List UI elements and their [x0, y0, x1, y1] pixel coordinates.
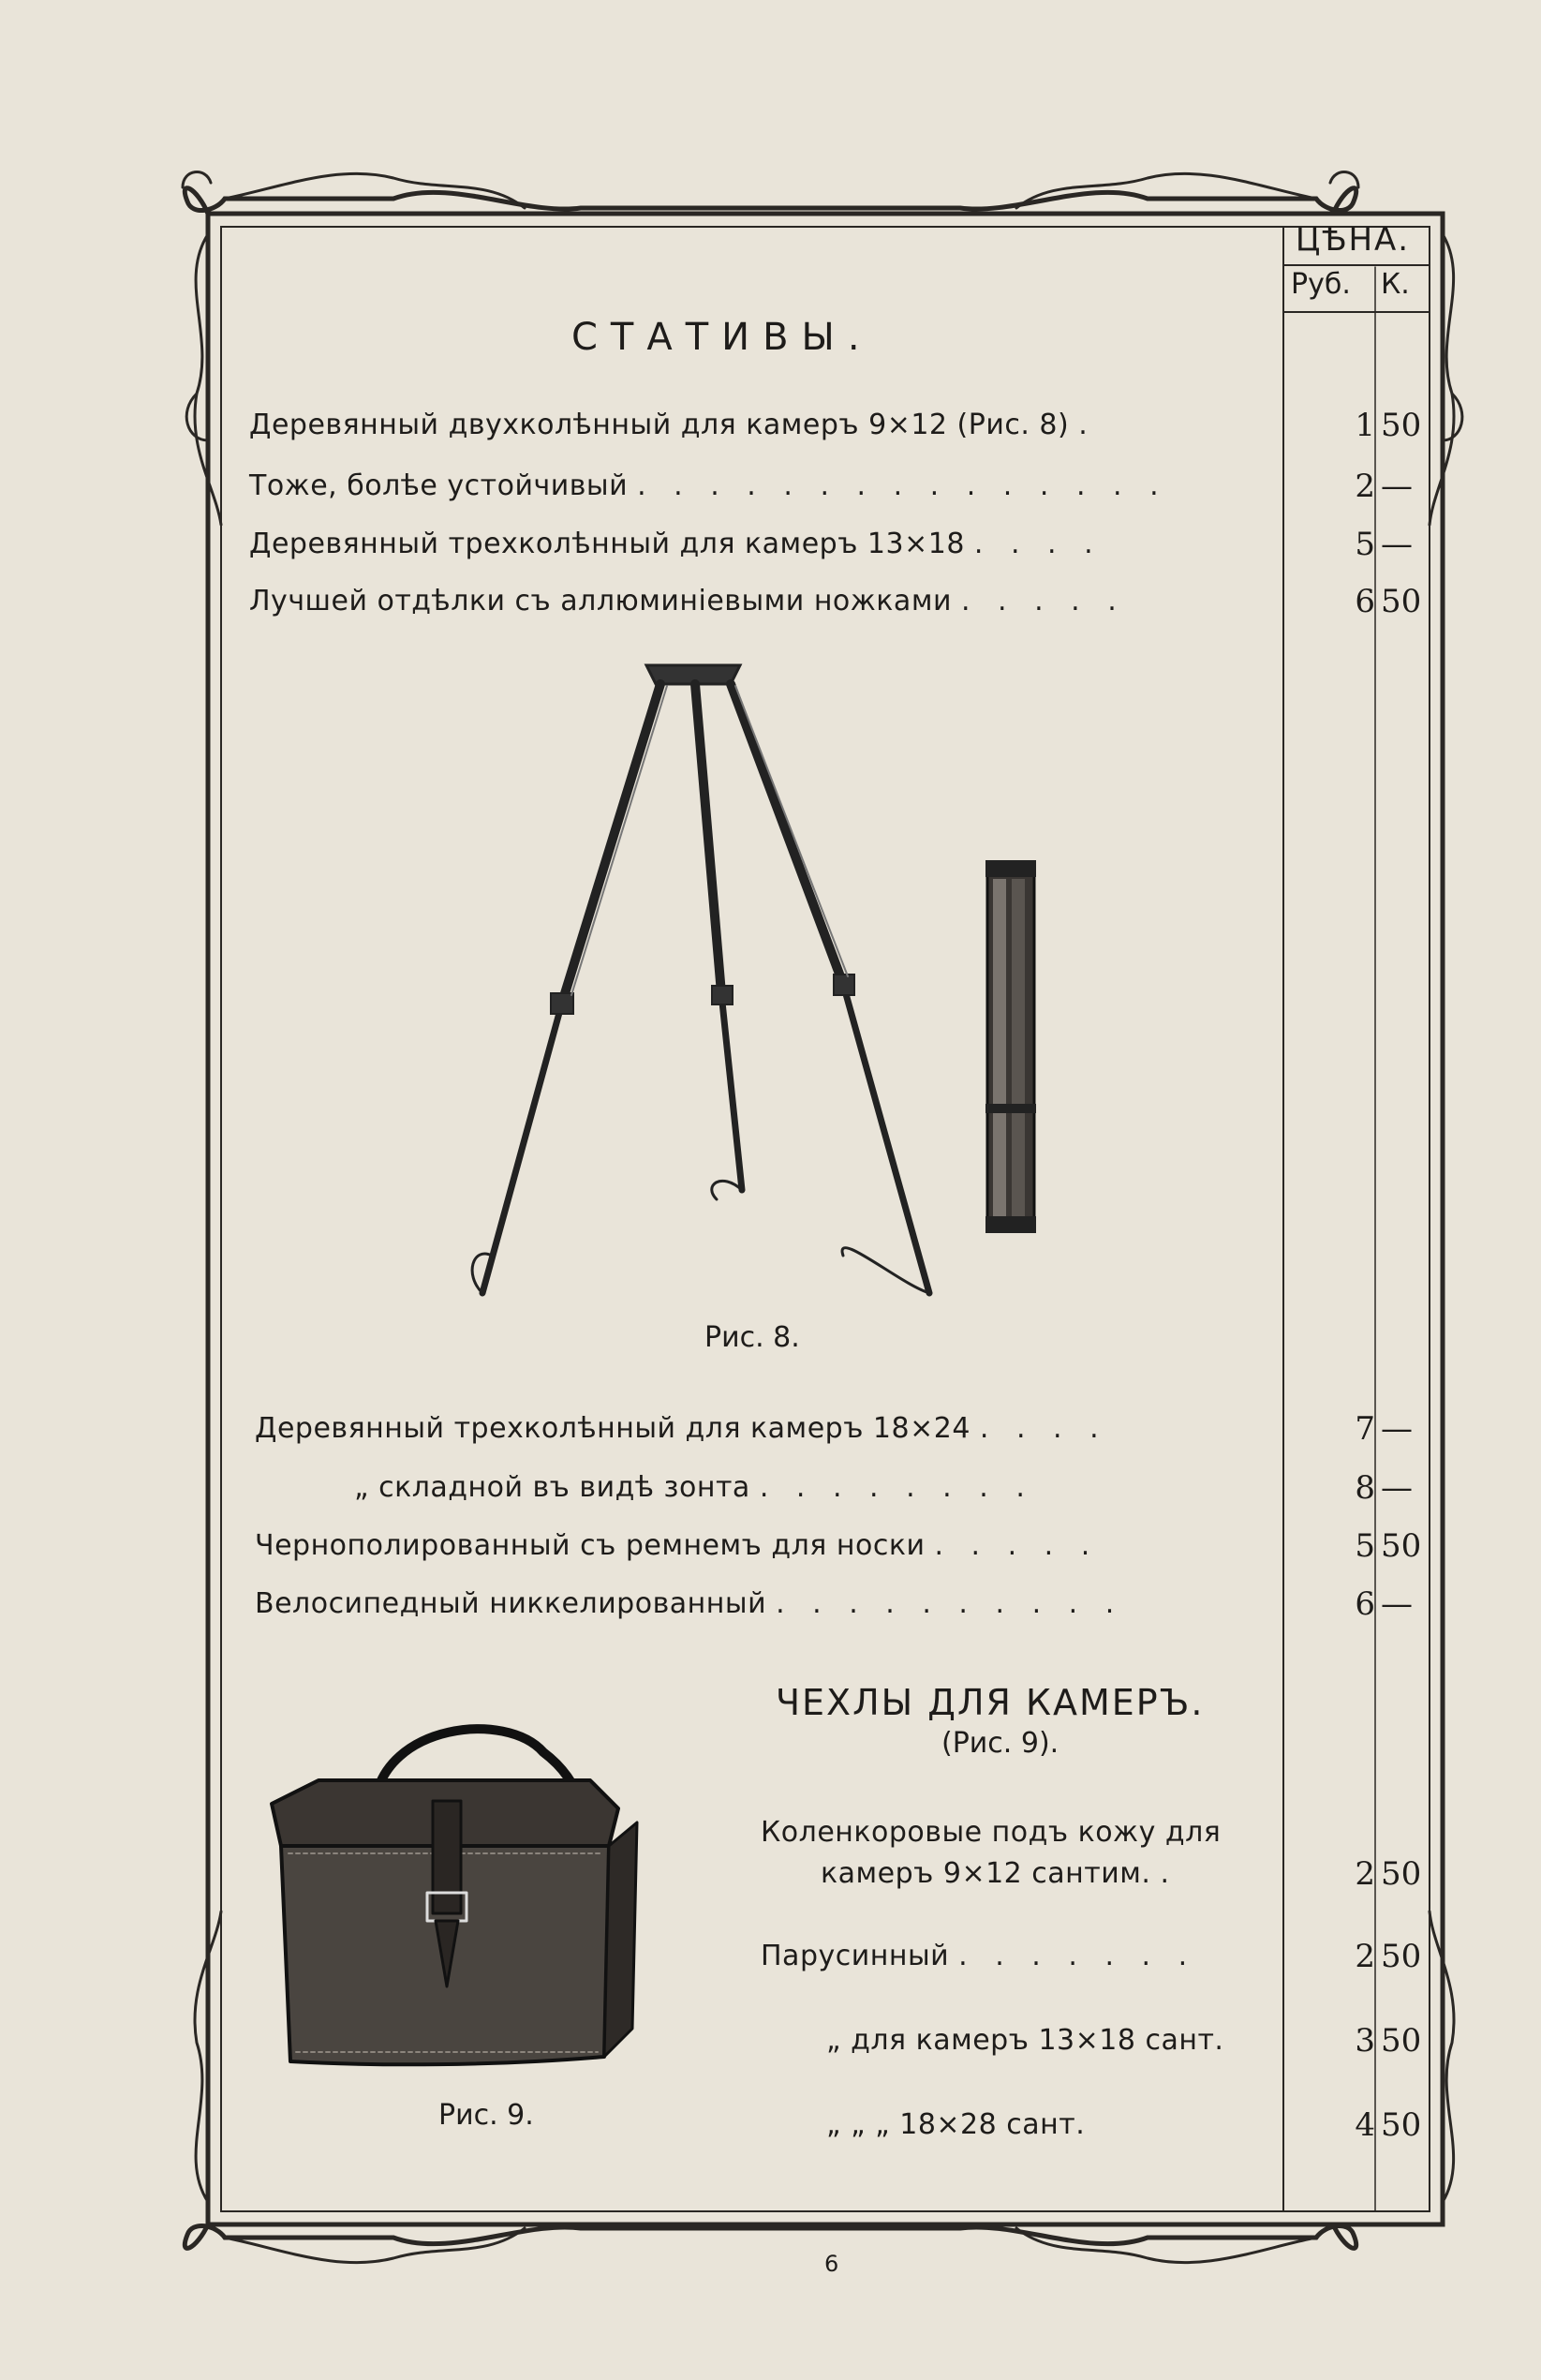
price-kop: 50: [1381, 407, 1422, 444]
item-label: Лучшей отдѣлки съ аллюминіевыми ножками: [249, 585, 952, 617]
price-kop: 50: [1381, 2106, 1422, 2144]
list-item: [354, 1467, 1034, 1509]
price-kop: 50: [1381, 1938, 1422, 1975]
leader-dots: .: [1078, 409, 1097, 441]
price-kop: —: [1381, 1410, 1413, 1448]
folded-tripod-illustration: [982, 860, 1040, 1235]
list-item: [249, 466, 1168, 507]
price-rub: 2: [1355, 468, 1375, 505]
price-rub: 4: [1355, 2106, 1375, 2144]
list-item: [249, 581, 1126, 622]
leader-dots: . . . . . . . . . .: [776, 1587, 1124, 1620]
figure-caption: Рис. 9.: [438, 2099, 534, 2132]
item-label: Деревянный трехколѣнный для камеръ 13⨯18: [249, 528, 965, 560]
item-label: Деревянный двухколѣнный для камеръ 9⨯12 (Рис. 8): [249, 409, 1070, 441]
kop-column-header: К.: [1381, 268, 1410, 301]
list-item: [821, 1853, 1178, 1895]
item-label-line1: Коленкоровые подъ кожу для: [761, 1816, 1222, 1849]
list-item: [255, 1525, 1099, 1567]
price-rub: 6: [1355, 1585, 1375, 1623]
leader-dots: . . . .: [979, 1412, 1108, 1445]
list-item: [761, 1936, 1196, 1977]
item-label: Парусинный: [761, 1940, 950, 1972]
price-kop: 50: [1381, 1527, 1422, 1565]
price-rub: 5: [1355, 1527, 1375, 1565]
price-kop: —: [1381, 1585, 1413, 1623]
rub-column-header: Руб.: [1291, 268, 1351, 301]
price-rub: 5: [1355, 526, 1375, 563]
item-label: „ для камеръ 13⨯18 сант.: [826, 2024, 1224, 2057]
leader-dots: . . . . .: [960, 585, 1126, 617]
leader-dots: .: [1160, 1857, 1178, 1890]
leader-dots: . . . . .: [934, 1529, 1100, 1562]
leader-dots: . . . .: [973, 528, 1103, 560]
price-kop: —: [1381, 526, 1413, 563]
price-kop: —: [1381, 1469, 1413, 1507]
price-kop: —: [1381, 468, 1413, 505]
price-column-title: ЦѢНА.: [1295, 221, 1411, 259]
item-label: Деревянный трехколѣнный для камеръ 18⨯24: [255, 1412, 971, 1445]
price-rub: 8: [1355, 1469, 1375, 1507]
leader-dots: . . . . . . . .: [759, 1471, 1034, 1504]
list-item: [761, 1812, 1221, 1853]
price-kop: 50: [1381, 1855, 1422, 1893]
list-item: [255, 1584, 1123, 1625]
item-label: Велосипедный никкелированный: [255, 1587, 767, 1620]
item-label: Чернополированный съ ремнемъ для носки: [255, 1529, 926, 1562]
camera-case-illustration: [262, 1715, 712, 2080]
leader-dots: . . . . . . . . . . . . . . .: [637, 469, 1168, 502]
list-item: [249, 524, 1103, 565]
price-kop: 50: [1381, 583, 1422, 620]
item-label: „ „ „ 18⨯28 сант.: [826, 2108, 1086, 2141]
figure-caption: Рис. 8.: [704, 1321, 800, 1354]
price-rub: 1: [1355, 407, 1375, 444]
price-rub: 7: [1355, 1410, 1375, 1448]
section-subtitle: (Рис. 9).: [941, 1727, 1059, 1760]
section-title-tripods: СТАТИВЫ.: [571, 316, 873, 359]
item-label-line2: камеръ 9⨯12 сантим.: [821, 1857, 1151, 1890]
price-rub: 2: [1355, 1855, 1375, 1893]
tripod-illustration: [450, 647, 1030, 1321]
price-rub: 3: [1355, 2022, 1375, 2060]
section-title-camera-cases: ЧЕХЛЫ ДЛЯ КАМЕРЪ.: [776, 1682, 1205, 1723]
list-item: [826, 2020, 1223, 2061]
list-item: [255, 1408, 1108, 1450]
list-item: [826, 2105, 1085, 2146]
page-number: 6: [824, 2251, 839, 2277]
price-kop: 50: [1381, 2022, 1422, 2060]
list-item: [249, 405, 1097, 446]
item-label: „ складной въ видѣ зонта: [354, 1471, 750, 1504]
price-rub: 6: [1355, 583, 1375, 620]
price-rub: 2: [1355, 1938, 1375, 1975]
item-label: Тоже, болѣе устойчивый: [249, 469, 629, 502]
leader-dots: . . . . . . .: [958, 1940, 1197, 1972]
